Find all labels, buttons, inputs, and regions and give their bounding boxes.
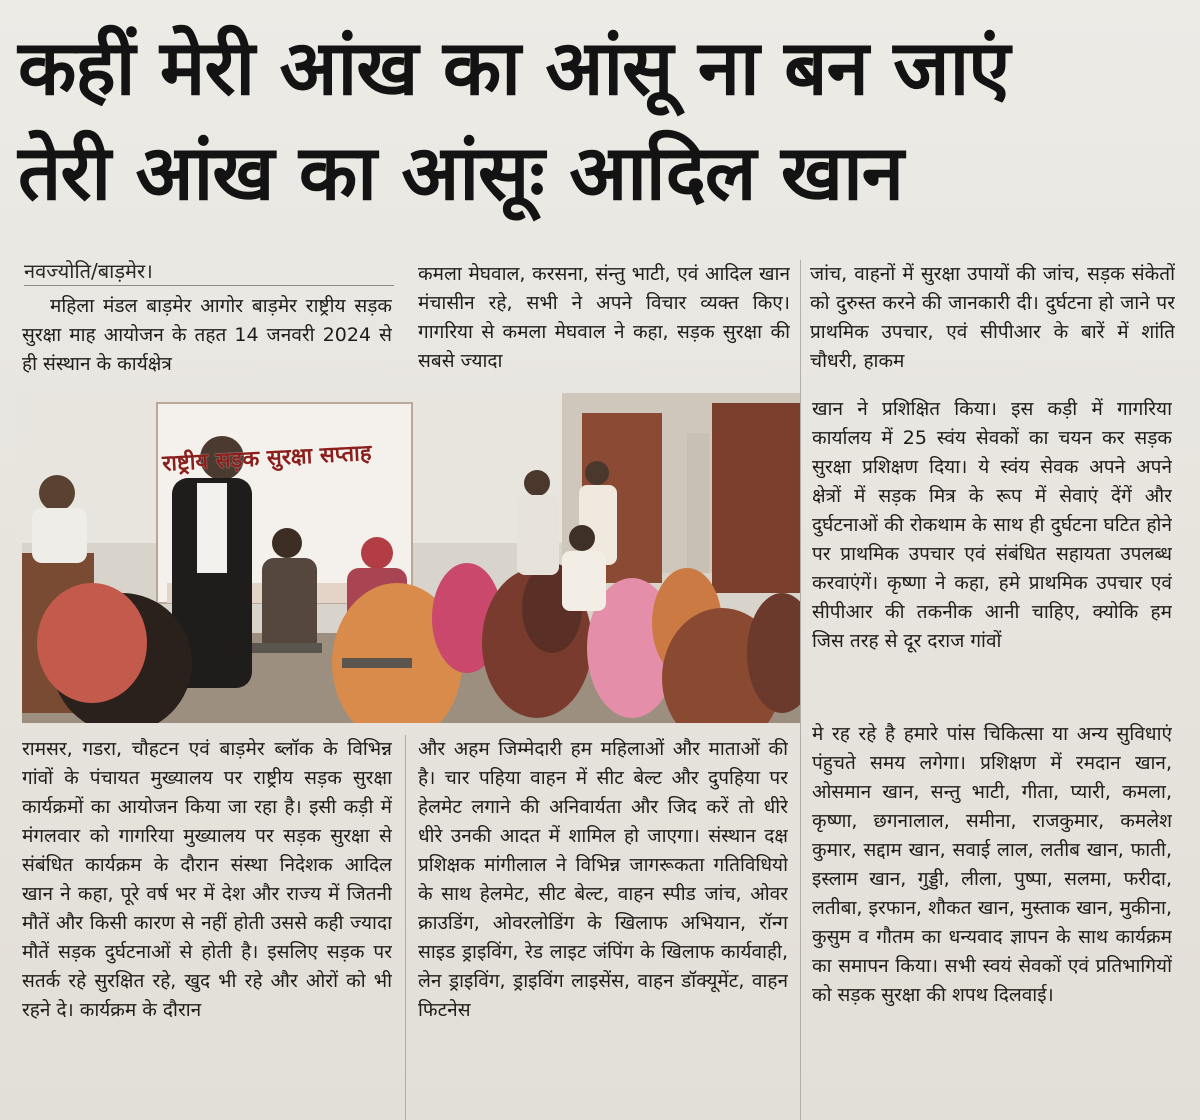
article-paragraph: और अहम जिम्मेदारी हम महिलाओं और माताओं की है। चार पहिया वाहन में सीट बेल्ट और दुपहिया पर हेलमेट लगाने की अनिवार्यता और जिद करें तो धीरे धीरे उनकी आदत में शामिल हो जाएगा। संस्थान दक्ष प्रशिक्षक मांगीलाल ने विभिन्न जागरूकता गतिविधियो के साथ हेलमेट, सीट बेल्ट, वाहन स्पीड जांच, ओवर क्राउडिंग, ओवरलोडिंग के खिलाफ अभियान, रॉन्ग साइड ड्राइविंग, रेड लाइट जंपिंग के खिलाफ कार्यवाही, लेन ड्राइविंग, ड्राइविंग लाइसेंस, वाहन डॉक्यूमेंट, वाहन फिटनेस xyxy=(418,738,788,1021)
article-column-3-bottom xyxy=(812,720,1172,1120)
article-column-2-bottom xyxy=(418,735,788,1120)
article-paragraph: मे रह रहे है हमारे पांस चिकित्सा या अन्य सुविधाएं पंहुचते समय लगेगा। प्रशिक्षण में रमदान खान, ओसमान खान, सन्तु भाटी, गीता, प्यारी, कमला, कृष्णा, छगनालाल, समीना, राजकुमार, कमलेश कुमार, सद्दाम खान, सवाई लाल, लतीब खान, फाती, इस्लाम खान, गुड्डी, लीला, पुष्पा, सलमा, फरीदा, लतीबा, इरफान, शौकत खान, मुस्ताक खान, मुकीना, कुसुम व गौतम का धन्यवाद ज्ञापन के साथ कार्यक्रम का समापन किया। सभी स्वयं सेवकों एवं प्रतिभागियों को सड़क सुरक्षा की शपथ दिलवाई। xyxy=(812,723,1172,1006)
article-column-1-bottom xyxy=(22,735,392,1120)
article-paragraph: जांच, वाहनों में सुरक्षा उपायों की जांच, सड़क संकेतों को दुरुस्त करने की जानकारी दी। दुर्घटना हो जाने पर प्राथमिक उपचार, एवं सीपीआर के बारें में शांति चौधरी, हाकम xyxy=(810,263,1175,372)
article-paragraph: कमला मेघवाल, करसना, संन्तु भाटी, एवं आदिल खान मंचासीन रहे, सभी ने अपने विचार व्यक्त किए। गागरिया से कमला मेघवाल ने कहा, सड़क सुरक्षा की सबसे ज्यादा xyxy=(418,263,790,372)
byline: नवज्योति/बाड़मेर। xyxy=(24,259,153,283)
article-paragraph: रामसर, गडरा, चौहटन एवं बाड़मेर ब्लॉक के विभिन्न गांवों के पंचायत मुख्यालय पर राष्ट्रीय सड़क सुरक्षा कार्यक्रमों का आयोजन किया जा रहा है। इसी कड़ी में मंगलवार को गागरिया मुख्यालय पर सड़क सुरक्षा से संबंधित कार्यक्रम के दौरान संस्था निदेशक आदिल खान ने कहा, पूरे वर्ष भर में देश और राज्य में जितनी मौतें और किसी कारण से नहीं होती उससे कही ज्यादा मौतें सड़क दुर्घटनाओं से होती है। इसलिए सड़क पर सतर्क रहे सुरक्षित रहे, खुद भी रहे और ओरों को भी रहने दे। कार्यक्रम के दौरान xyxy=(22,738,392,1021)
article-column-3-top xyxy=(810,260,1175,395)
column-divider xyxy=(800,260,801,1120)
article-paragraph: खान ने प्रशिक्षित किया। इस कड़ी में गागरिया कार्यालय में 25 स्वंय सेवकों का चयन कर सड़क सुरक्षा प्रशिक्षण दिया। ये स्वंय सेवक अपने अपने क्षेत्रों में सड़क मित्र के रूप में सेवाएं देंगें और दुर्घटनाओं की रोकथाम के साथ ही दुर्घटना घटित होने पर प्राथमिक उपचार एवं संबंधित सहायता उपलब्ध करवाएंगें। कृष्णा ने कहा, हमे प्राथमिक उपचार एवं सीपीआर की तकनीक आनी चाहिए, क्योकि हम जिस तरह से दूर दराज गांवों xyxy=(812,398,1172,652)
article-paragraph: महिला मंडल बाड़मेर आगोर बाड़मेर राष्ट्रीय सड़क सुरक्षा माह आयोजन के तहत 14 जनवरी 2024 से ही संस्थान के कार्यक्षेत्र xyxy=(22,295,392,375)
headline-line-2: तेरी आंख का आंसूः आदिल खान xyxy=(18,128,903,217)
article-column-2-top xyxy=(418,260,790,380)
photo-banner-text: राष्ट्रीय सड़क सुरक्षा सप्ताह xyxy=(161,440,373,477)
article-column-3-middle xyxy=(812,395,1172,720)
article-column-1-top xyxy=(22,292,392,382)
byline-rule xyxy=(24,285,394,286)
headline-line-1: कहीं मेरी आंख का आंसू ना बन जाएं xyxy=(18,23,1010,112)
event-photo xyxy=(22,393,800,723)
column-divider xyxy=(405,735,406,1120)
